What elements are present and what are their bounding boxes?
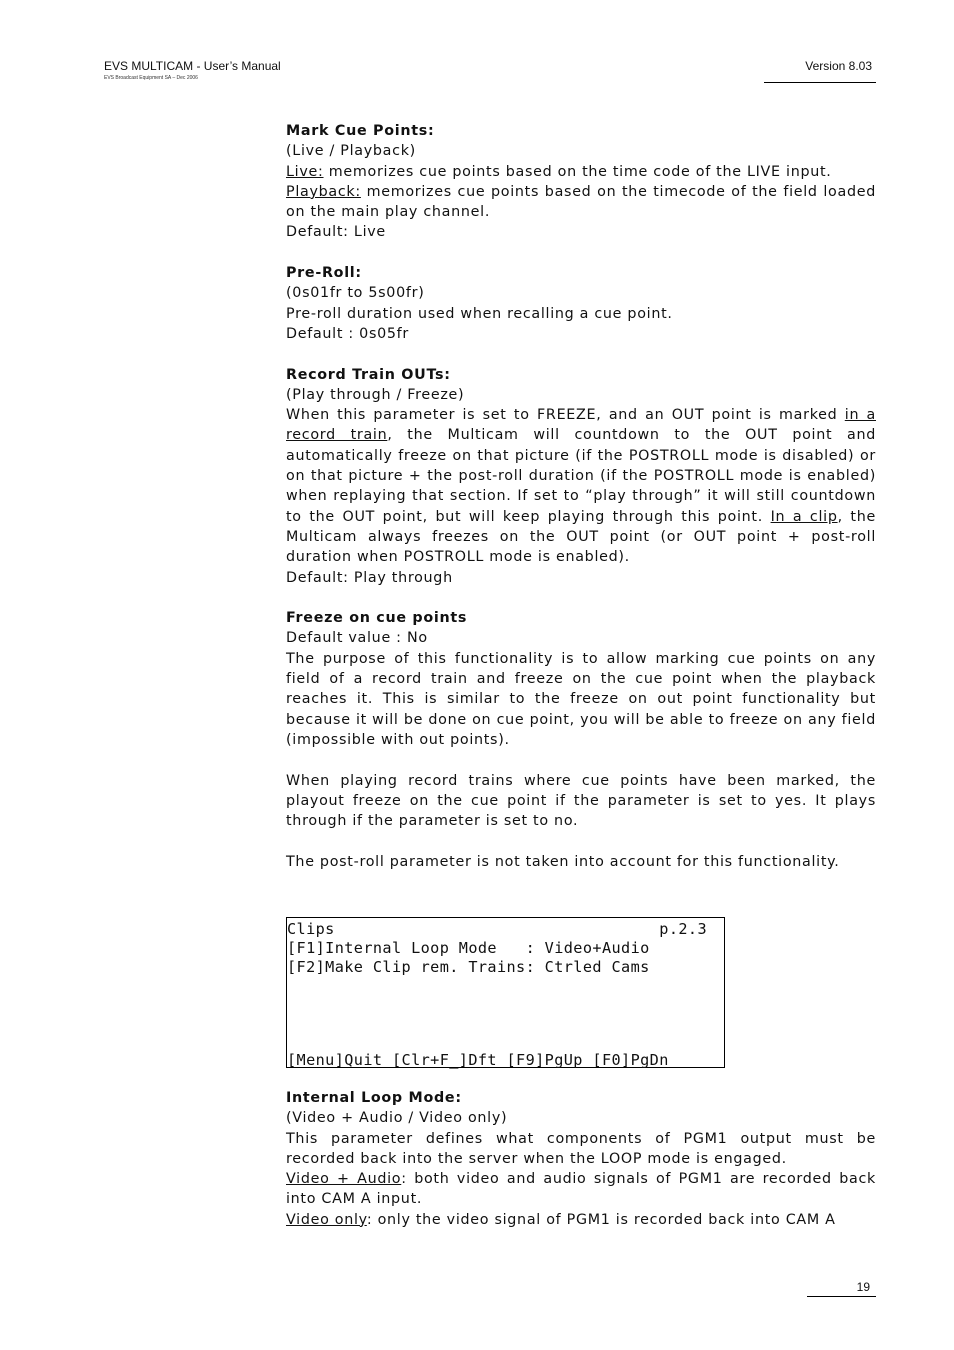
menu-screen-box — [286, 917, 725, 1068]
menu-screen-title: Clips — [287, 919, 335, 938]
page-content — [286, 121, 876, 1230]
playback-text: memorizes cue points based on the timecode of the field loaded on the main play channel. — [286, 183, 876, 221]
internal-loop-video-only — [286, 1210, 876, 1230]
section-title-freeze-cue: Freeze on cue points — [286, 610, 468, 627]
pre-roll-range: (0s01fr to 5s00fr) — [286, 285, 425, 302]
internal-loop-range: (Video + Audio / Video only) — [286, 1110, 508, 1127]
section-title-pre-roll: Pre-Roll: — [286, 265, 362, 282]
internal-loop-video-audio — [286, 1169, 876, 1210]
playback-label: Playback: — [286, 183, 361, 200]
internal-loop-desc: This parameter defines what components of PGM1 output must be recorded back into the server when the LOOP mode is engaged. — [286, 1130, 876, 1167]
section-title-record-train: Record Train OUTs: — [286, 366, 451, 383]
section-title-internal-loop: Internal Loop Mode: — [286, 1089, 462, 1106]
mark-cue-range: (Live / Playback) — [286, 143, 416, 160]
record-train-text-1: When this parameter is set to FREEZE, and an OUT point is marked — [286, 407, 845, 424]
pre-roll-default: Default : 0s05fr — [286, 325, 409, 342]
video-audio-text: : both video and audio signals of PGM1 are recorded back into CAM A input. — [286, 1171, 876, 1208]
menu-screen-line-2: [F2]Make Clip rem. Trains: Ctrled Cams — [287, 957, 650, 976]
freeze-cue-paragraph-2: When playing record trains where cue points have been marked, the playout freeze on the cue point if the parameter is set to yes. It plays through if the parameter is set to no. — [286, 772, 876, 830]
record-train-range: (Play through / Freeze) — [286, 386, 465, 403]
header-rule — [764, 82, 876, 83]
footer-rule — [807, 1296, 876, 1297]
pre-roll-desc: Pre-roll duration used when recalling a cue point. — [286, 305, 673, 322]
mark-cue-live — [286, 162, 876, 182]
live-label: Live: — [286, 163, 324, 180]
menu-screen-footer: [Menu]Quit [Clr+F_]Dft [F9]PgUp [F0]PgDn — [287, 1050, 669, 1069]
video-only-text: : only the video signal of PGM1 is recorded back into CAM A — [366, 1211, 836, 1228]
mark-cue-default: Default: Live — [286, 224, 386, 241]
header-title: EVS MULTICAM - User’s Manual — [104, 59, 281, 73]
mark-cue-playback — [286, 182, 876, 223]
record-train-underline-1: in a record train — [286, 407, 876, 444]
section-title-mark-cue: Mark Cue Points: — [286, 123, 435, 139]
record-train-desc — [286, 405, 876, 567]
freeze-cue-paragraph-3: The post-roll parameter is not taken into account for this functionality. — [286, 853, 840, 870]
video-audio-label: Video + Audio — [286, 1171, 402, 1188]
record-train-text-2: , the Multicam will countdown to the OUT point and automatically freeze on that picture (if the POSTROLL mode is disabled) or on that picture + the post-roll duration (if the POSTROLL mode is enabled) when replaying that section. If set to “play through” it will still countdown to the OUT point, but will keep playing through this point. — [286, 427, 876, 525]
freeze-cue-paragraph-1: The purpose of this functionality is to allow marking cue points on any field of a record train and freeze on the cue point when the playback reaches it. This is similar to the freeze on out point functionality but because it will be done on cue point, you will be able to freeze on any field (impossible with out points). — [286, 650, 876, 748]
live-text: memorizes cue points based on the time code of the LIVE input. — [323, 163, 832, 180]
video-only-label: Video only — [286, 1211, 367, 1228]
record-train-underline-2: In a clip — [770, 508, 838, 525]
record-train-text-3: , the Multicam always freezes on the OUT point (or OUT point + post-roll duration when POSTROLL mode is enabled). — [286, 508, 876, 566]
menu-screen-page: p.2.3 — [659, 919, 707, 938]
menu-screen-line-1: [F1]Internal Loop Mode : Video+Audio — [287, 938, 650, 957]
page-number: 19 — [856, 1280, 870, 1294]
record-train-default: Default: Play through — [286, 569, 453, 586]
freeze-cue-default: Default value : No — [286, 630, 428, 647]
header-subtitle: EVS Broadcast Equipment SA – Dec 2006 — [104, 75, 198, 81]
header-version: Version 8.03 — [805, 59, 872, 73]
